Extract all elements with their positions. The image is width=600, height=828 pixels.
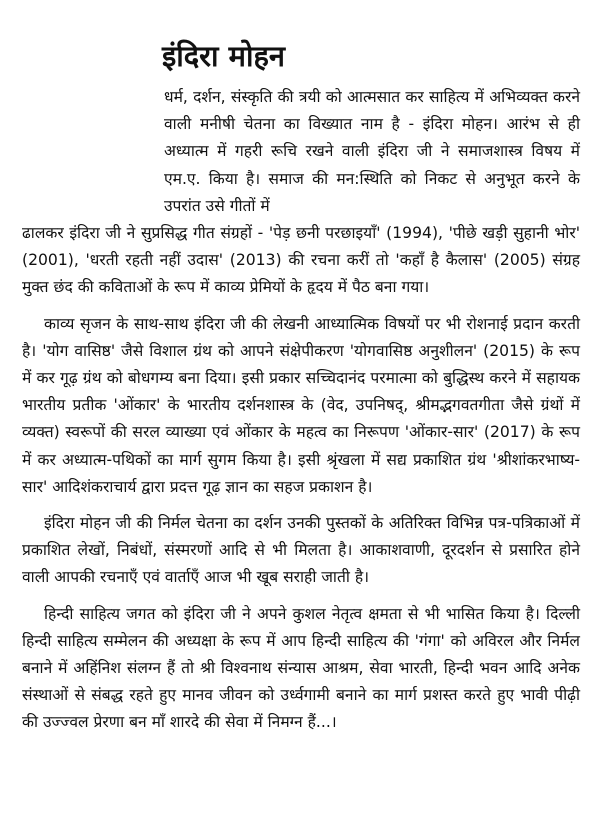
author-biography [22, 84, 580, 737]
paragraph-intro-top: धर्म, दर्शन, संस्कृति की त्रयी को आत्मसात कर साहित्य में अभिव्यक्त करने वाली मनीषी चेतना का विख्यात नाम है - इंदिरा मोहन। आरंभ से ही अध्यात्म में गहरी रूचि रखने वाली इंदिरा जी ने समाजशास्त्र विषय में एम.ए. किया है। समाज की मन:स्थिति को निकट से अनुभूत करने के उपरांत उसे गीतों में [164, 88, 580, 215]
paragraph-leadership: हिन्दी साहित्य जगत को इंदिरा जी ने अपने कुशल नेतृत्व क्षमता से भी भासित किया है। दिल्ली हिन्दी साहित्य सम्मेलन की अध्यक्षा के रूप में आप हिन्दी साहित्य की 'गंगा' को अविरल और निर्मल बनाने में अहिंनिश संलग्न हैं तो श्री विश्वनाथ संन्यास आश्रम, सेवा भारती, हिन्दी भवन आदि अनेक संस्थाओं से संबद्ध रहते हुए मानव जीवन को उर्ध्वगामी बनाने का मार्ग प्रशस्त करते हुए भावी पीढ़ी की उज्ज्वल प्रेरणा बन माँ शारदे की सेवा में निमग्न हैं...। [22, 604, 580, 732]
paragraph-intro [22, 84, 580, 302]
page-title: इंदिरा मोहन [162, 39, 285, 73]
paragraph-spiritual-works: काव्य सृजन के साथ-साथ इंदिरा जी की लेखनी आध्यात्मिक विषयों पर भी रोशनाई प्रदान करती है। 'योग वासिष्ठ' जैसे विशाल ग्रंथ को आपने संक्षेपीकरण 'योगवासिष्ठ अनुशीलन' (2015) के रूप में कर गूढ़ ग्रंथ को बोधगम्य बना दिया। इसी प्रकार सच्चिदानंद परमात्मा को बुद्धिस्थ करने में सहायक भारतीय प्रतीक 'ओंकार' के भारतीय दर्शनशास्त्र के (वेद, उपनिषद्, श्रीमद्भगवतगीता जैसे ग्रंथों में व्यक्त) स्वरूपों की सरल व्याख्या एवं ओंकार के महत्व का निरूपण 'ओंकार-सार' (2017) के रूप में कर अध्यात्म-पथिकों का मार्ग सुगम किया है। इसी श्रृंखला में सद्य प्रकाशित ग्रंथ 'श्रीशांकरभाष्य-सार' आदिशंकराचार्य द्वारा प्रदत्त गूढ़ ज्ञान का सहज प्रकाशन है। [22, 314, 580, 496]
paragraph-intro-rest: ढालकर इंदिरा जी ने सुप्रसिद्ध गीत संग्रहों - 'पेड़ छनी परछाइयाँ' (1994), 'पीछे खड़ी सुहानी भोर' (2001), 'धरती रहती नहीं उदास' (2013) की रचना करीं तो 'कहाँ है कैलास' (2005) संग्रह मुक्त छंद की कविताओं के रूप में काव्य प्रेमियों के हृदय में पैठ बना गया। [22, 224, 580, 297]
paragraph-publications: इंदिरा मोहन जी की निर्मल चेतना का दर्शन उनकी पुस्तकों के अतिरिक्त विभिन्न पत्र-पत्रिकाओं में प्रकाशित लेखों, निबंधों, संस्मरणों आदि से भी मिलता है। आकाशवाणी, दूरदर्शन से प्रसारित होने वाली आपकी रचनाएँ एवं वार्ताएँ आज भी खूब सराही जाती है। [22, 514, 580, 587]
